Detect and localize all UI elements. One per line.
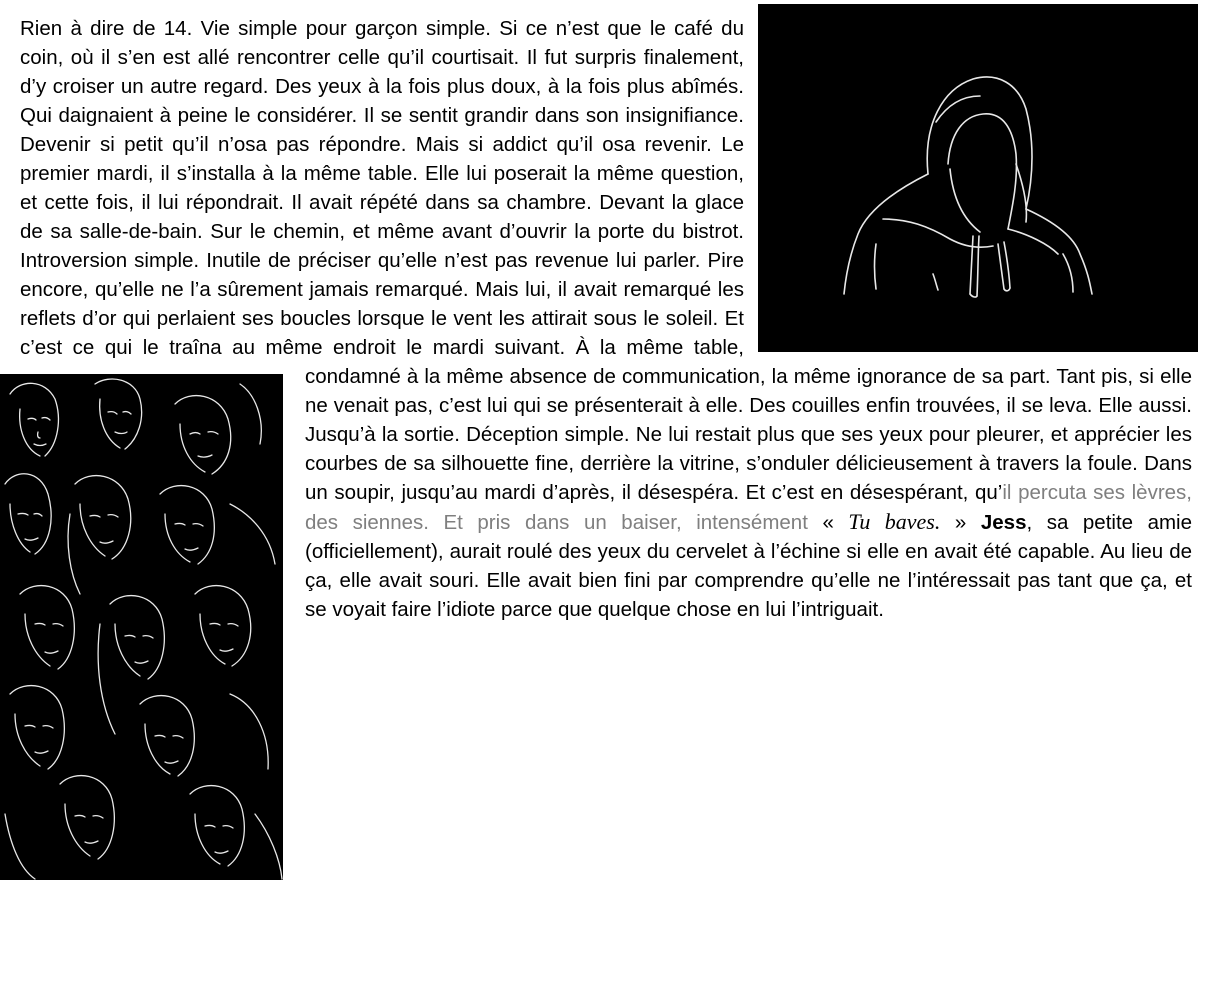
character-name: Jess: [980, 511, 1027, 534]
story-text-part-3: , sa petite amie (officiellement), aurait roulé des yeux du cervelet à l’échine si elle en avait été capable. Au lieu de ça, elle avait souri. Elle avait bien fini par comprendre qu’elle ne l’intéressait pas tant que ça, et se voyait faire l’idiote parce que quelque chose en lui l’intriguait.: [305, 511, 1193, 621]
hooded-figure-icon: [758, 4, 1198, 352]
story-text-part-2: d’or qui perlaient ses boucles lorsque le vent les attirait sous le soleil. Et c’est ce qui le traîna au même endroit le mardi suivant. À la même table, condamné à la même absence de communication, la même ignorance de sa part. Tant pis, si elle ne venait pas, c’est lui qui se présenterait à elle. Des couilles enfin trouvées, il se leva. Elle aussi. Jusqu’à la sortie. Déception simple. Ne lui restait plus que ses yeux pour pleurer, et apprécier les courbes de sa silhouette fine, derrière la vitrine, s’onduler délicieusement à travers la foule. Dans un soupir, jusqu’au mardi d’après, il désespéra. Et c’est en désespérant, qu’: [20, 307, 1192, 504]
women-faces-pattern-icon: [0, 374, 283, 880]
quote-close: »: [940, 511, 981, 534]
women-faces-pattern-image: [0, 374, 283, 880]
quote-open: «: [807, 511, 849, 534]
document-page: [20, 14, 1192, 880]
story-text-part-1: Rien à dire de 14. Vie simple pour garçon simple. Si ce n’est que le café du coin, où il s’en est allé rencontrer celle qu’il courtisait. Il fut surpris finalement, d’y croiser un autre regard. Des yeux à la fois plus doux, à la fois plus abîmés. Qui daignaient à peine le considérer. Il se sentit grandir dans son insignifiance. Devenir si petit qu’il n’osa pas répondre. Mais si addict qu’il osa revenir. Le premier mardi, il s’installa à la même table. Elle lui poserait la même question, et cette fois, il lui répondrait. Il avait répété dans sa chambre. Devant la glace de sa salle-de-bain. Sur le chemin, et même avant d’ouvrir la porte du bistrot. Introversion simple. Inutile de préciser qu’elle n’est pas revenue lui parler. Pire encore, qu’elle ne l’a sûrement jamais remarqué. Mais lui, il avait remarqué les reflets: [20, 17, 744, 330]
quote-text: Tu baves.: [848, 509, 941, 534]
hooded-figure-image: [758, 4, 1198, 352]
story-gray-text: il percuta ses lèvres, des siennes. Et pris dans un baiser, intensément: [305, 481, 1192, 534]
